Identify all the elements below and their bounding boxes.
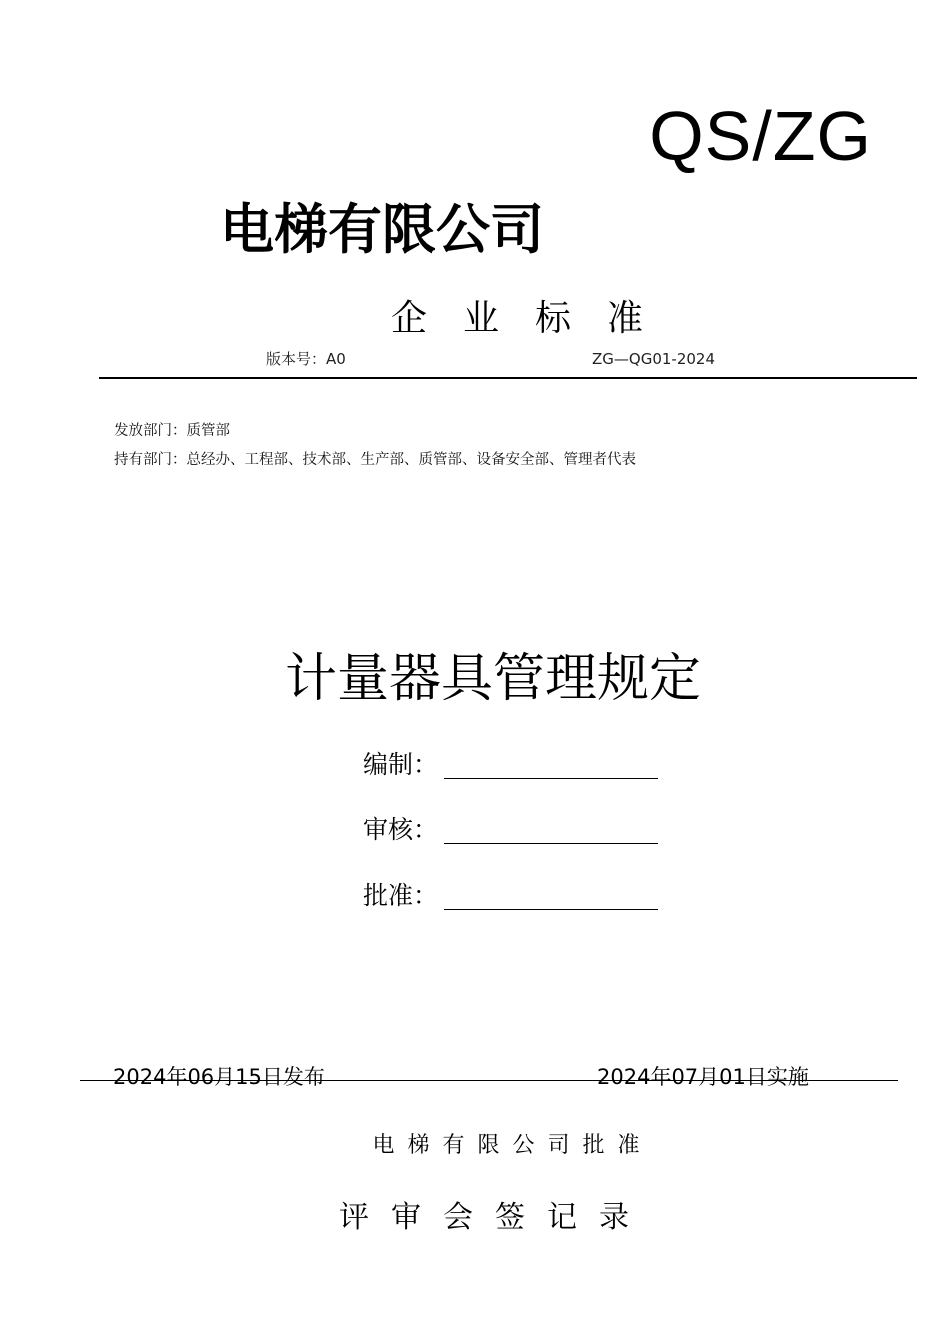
document-title: 计量器具管理规定 [284,649,701,709]
approval-statement: 电梯有限公司批准 [372,1133,653,1158]
standard-type: 企业标准 [390,298,679,339]
header-divider [99,377,917,379]
approved-by-row [363,879,658,913]
approved-by-signature-line [444,909,658,910]
compiled-by-label: 编制： [363,750,439,779]
issuing-department: 发放部门：质管部 [114,423,230,439]
holding-departments: 持有部门：总经办、工程部、技术部、生产部、质管部、设备安全部、管理者代表 [114,452,636,468]
reviewed-by-row [363,813,658,847]
approved-by-label: 批准： [363,881,439,910]
publish-date: 2024年06月15日发布 [113,1065,325,1089]
reviewed-by-label: 审核： [363,815,439,844]
compiled-by-row [363,748,658,782]
version-label: 版本号：A0 [266,350,346,368]
compiled-by-signature-line [444,778,658,779]
document-code: ZG—QG01-2024 [592,350,716,368]
review-record-heading: 评审会签记录 [339,1200,651,1235]
dates-divider [80,1080,898,1081]
reviewed-by-signature-line [444,843,658,844]
company-name: 电梯有限公司 [220,198,544,261]
implementation-date: 2024年07月01日实施 [597,1065,809,1089]
standard-code: QS/ZG [649,97,872,175]
